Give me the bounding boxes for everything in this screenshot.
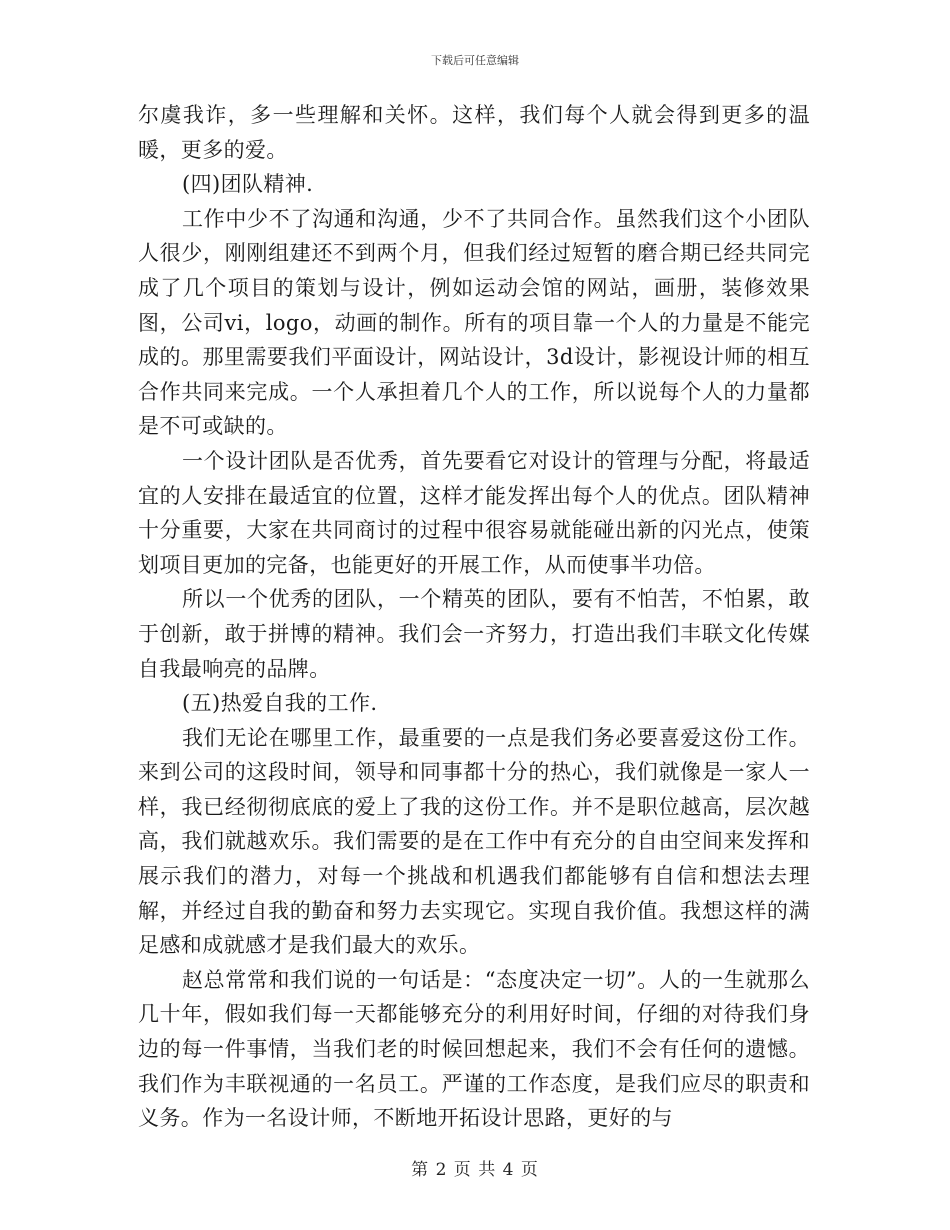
- section-heading-team-spirit: (四)团队精神.: [182, 172, 314, 197]
- section-heading-love-work: (五)热爱自我的工作.: [182, 691, 378, 716]
- paragraph-8: 赵总常常和我们说的一句话是：“态度决定一切”。人的一生就那么几十年，假如我们每一天都能够充分的利用好时间，仔细的对待我们身边的每一件事情，当我们老的时候回想起来，我们不会有任何的遗憾。我们作为丰联视通的一名员工。严谨的工作态度，是我们应尽的职责和义务。作为一名设计师，不断地开拓设计思路，更好的与: [138, 967, 810, 1131]
- paragraph-7: 我们无论在哪里工作，最重要的一点是我们务必要喜爱这份工作。来到公司的这段时间，领导和同事都十分的热心，我们就像是一家人一样，我已经彻彻底底的爱上了我的这份工作。并不是职位越高，层次越高，我们就越欢乐。我们需要的是在工作中有充分的自由空间来发挥和展示我们的潜力，对每一个挑战和机遇我们都能够有自信和想法去理解，并经过自我的勤奋和努力去实现它。实现自我价值。我想这样的满足感和成就感才是我们最大的欢乐。: [138, 725, 810, 958]
- paragraph-1: 尔虞我诈，多一些理解和关怀。这样，我们每个人就会得到更多的温暖，更多的爱。: [138, 103, 810, 162]
- page-header-note: 下载后可任意编辑: [431, 54, 519, 67]
- paragraph-5: 所以一个优秀的团队，一个精英的团队，要有不怕苦，不怕累，敢于创新，敢于拼博的精神。我们会一齐努力，打造出我们丰联文化传媒自我最响亮的品牌。: [138, 587, 810, 681]
- paragraph-4: 一个设计团队是否优秀，首先要看它对设计的管理与分配，将最适宜的人安排在最适宜的位置，这样才能发挥出每个人的优点。团队精神十分重要，大家在共同商讨的过程中很容易就能碰出新的闪光点，使策划项目更加的完备，也能更好的开展工作，从而使事半功倍。: [138, 448, 810, 577]
- paragraph-3: 工作中少不了沟通和沟通，少不了共同合作。虽然我们这个小团队人很少，刚刚组建还不到两个月，但我们经过短暂的磨合期已经共同完成了几个项目的策划与设计，例如运动会馆的网站，画册，装修效果图，公司vi，logo，动画的制作。所有的项目靠一个人的力量是不能完成的。那里需要我们平面设计，网站设计，3d设计，影视设计师的相互合作共同来完成。一个人承担着几个人的工作，所以说每个人的力量都是不可或缺的。: [138, 206, 810, 439]
- page-number: 第 2 页 共 4 页: [411, 1160, 539, 1180]
- document-body: [138, 98, 810, 1136]
